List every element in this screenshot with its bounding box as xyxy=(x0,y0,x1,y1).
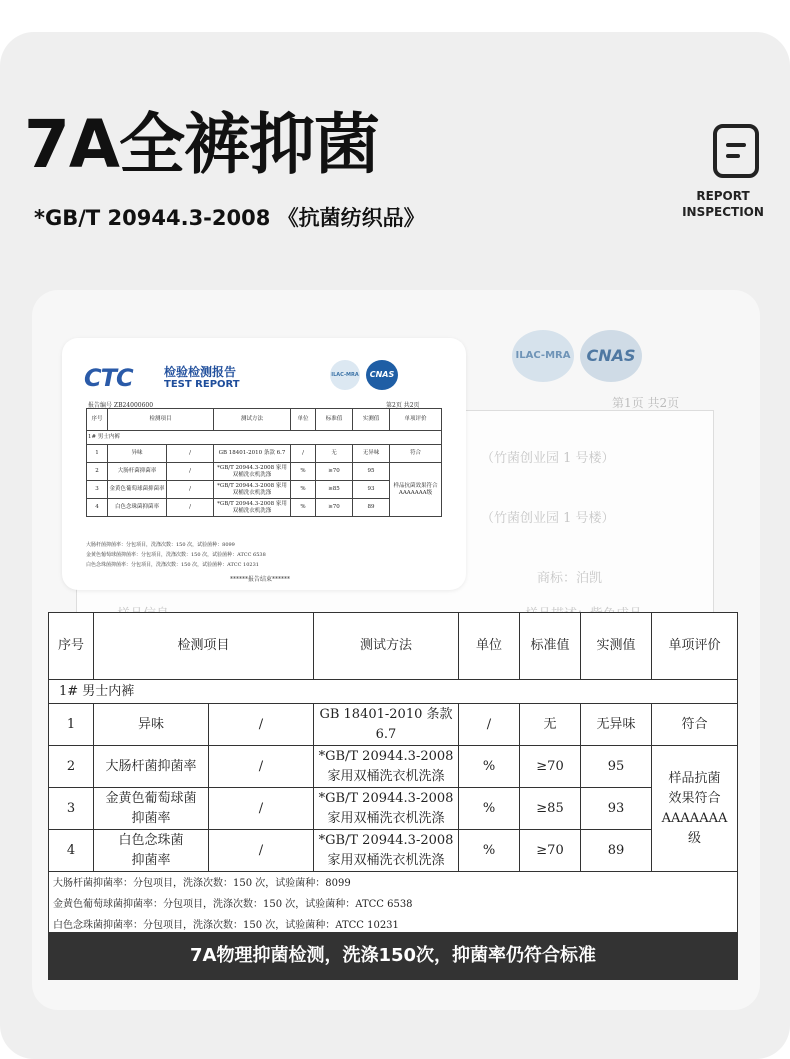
page-title: 7A全裤抑菌 xyxy=(24,106,380,183)
background-text: （竹菌创业园 1 号楼） xyxy=(481,511,615,526)
cnas-logo-faint: CNAS xyxy=(580,330,642,382)
report-page: 第2页 共2页 xyxy=(386,402,420,409)
table-notes: 大肠杆菌抑菌率：分包项目，洗涤次数：150 次，试验菌种：8099 金黄色葡萄球菌抑菌率：分包项目，洗涤次数：150 次，试验菌种：ATCC 6538 白色念珠菌抑菌率：分包项目，洗涤次数：150 次，试验菌种：ATCC 10231 xyxy=(49,872,738,937)
report-title-en: TEST REPORT xyxy=(164,379,240,390)
sample-group-label: 1# 男士内裤 xyxy=(49,680,738,704)
report-icon xyxy=(713,124,759,178)
report-thumbnail-table: 序号 检测项目 测试方法 单位 标准值 实测值 单项评价 1# 男士内裤 1 异味 / GB 18401-2010 条款 6.7 / 无 无异味 符合 2 大肠杆菌抑菌率 / *GB/T 20944.3-2008 家用双桶洗衣机洗涤 % ≥70 95 样品抗菌效果符合AAAAAAA级 3 金黄色葡萄球菌抑菌率 / *GB/T 20944.3-2008 家用双桶洗衣机洗涤 % ≥85 93 4 白色念珠菌抑菌率 / *GB/T 20944.3-2008 家用双桶洗衣机洗涤 % ≥70 89 xyxy=(86,408,442,517)
evaluation-cell: 样品抗菌 效果符合 AAAAAAA 级 xyxy=(652,746,738,872)
report-thumbnail xyxy=(62,338,466,590)
report-number: 报告编号 ZB24000600 xyxy=(88,402,154,409)
table-row: 4 白色念珠菌 抑菌率 / *GB/T 20944.3-2008 家用双桶洗衣机洗涤 % ≥70 89 xyxy=(49,830,738,872)
ilac-mra-logo-faint: ILAC-MRA xyxy=(512,330,574,382)
background-text: 商标：泊凯 xyxy=(537,571,603,586)
report-title-cn: 检验检测报告 xyxy=(164,365,237,379)
report-thumbnail-notes: 大肠杆菌抑菌率：分包项目，洗涤次数：150 次，试验菌种：8099 金黄色葡萄球菌抑菌率：分包项目，洗涤次数：150 次，试验菌种：ATCC 6538 白色念珠菌抑菌率：分包项目，洗涤次数：150 次，试验菌种：ATCC 10231 xyxy=(86,542,266,568)
background-page-number: 第1页 共2页 xyxy=(612,396,680,410)
column-header: 标准值 xyxy=(520,613,581,680)
report-end-marker: ******报告结束****** xyxy=(230,576,291,583)
report-inspection-label: REPORT INSPECTION xyxy=(682,189,764,219)
table-row: 3 金黄色葡萄球菌 抑菌率 / *GB/T 20944.3-2008 家用双桶洗衣机洗涤 % ≥85 93 xyxy=(49,788,738,830)
column-header: 序号 xyxy=(49,613,94,680)
background-text: （竹菌创业园 1 号楼） xyxy=(481,451,615,466)
ctc-logo: CTC xyxy=(84,364,133,392)
test-results-table xyxy=(48,612,738,936)
column-header: 检测项目 xyxy=(94,613,314,680)
ilac-mra-logo: ILAC-MRA xyxy=(330,360,360,390)
cnas-logo: CNAS xyxy=(366,360,398,390)
table-row: 1 异味 / GB 18401-2010 条款 6.7 / 无 无异味 符合 xyxy=(49,704,738,746)
page-subtitle: *GB/T 20944.3-2008 《抗菌纺织品》 xyxy=(34,206,425,230)
table-row: 2 大肠杆菌抑菌率 / *GB/T 20944.3-2008 家用双桶洗衣机洗涤 % ≥70 95 样品抗菌 效果符合 AAAAAAA 级 xyxy=(49,746,738,788)
summary-banner: 7A物理抑菌检测，洗涤150次，抑菌率仍符合标准 xyxy=(48,932,738,980)
column-header: 单项评价 xyxy=(652,613,738,680)
column-header: 单位 xyxy=(459,613,520,680)
column-header: 测试方法 xyxy=(314,613,459,680)
column-header: 实测值 xyxy=(581,613,652,680)
